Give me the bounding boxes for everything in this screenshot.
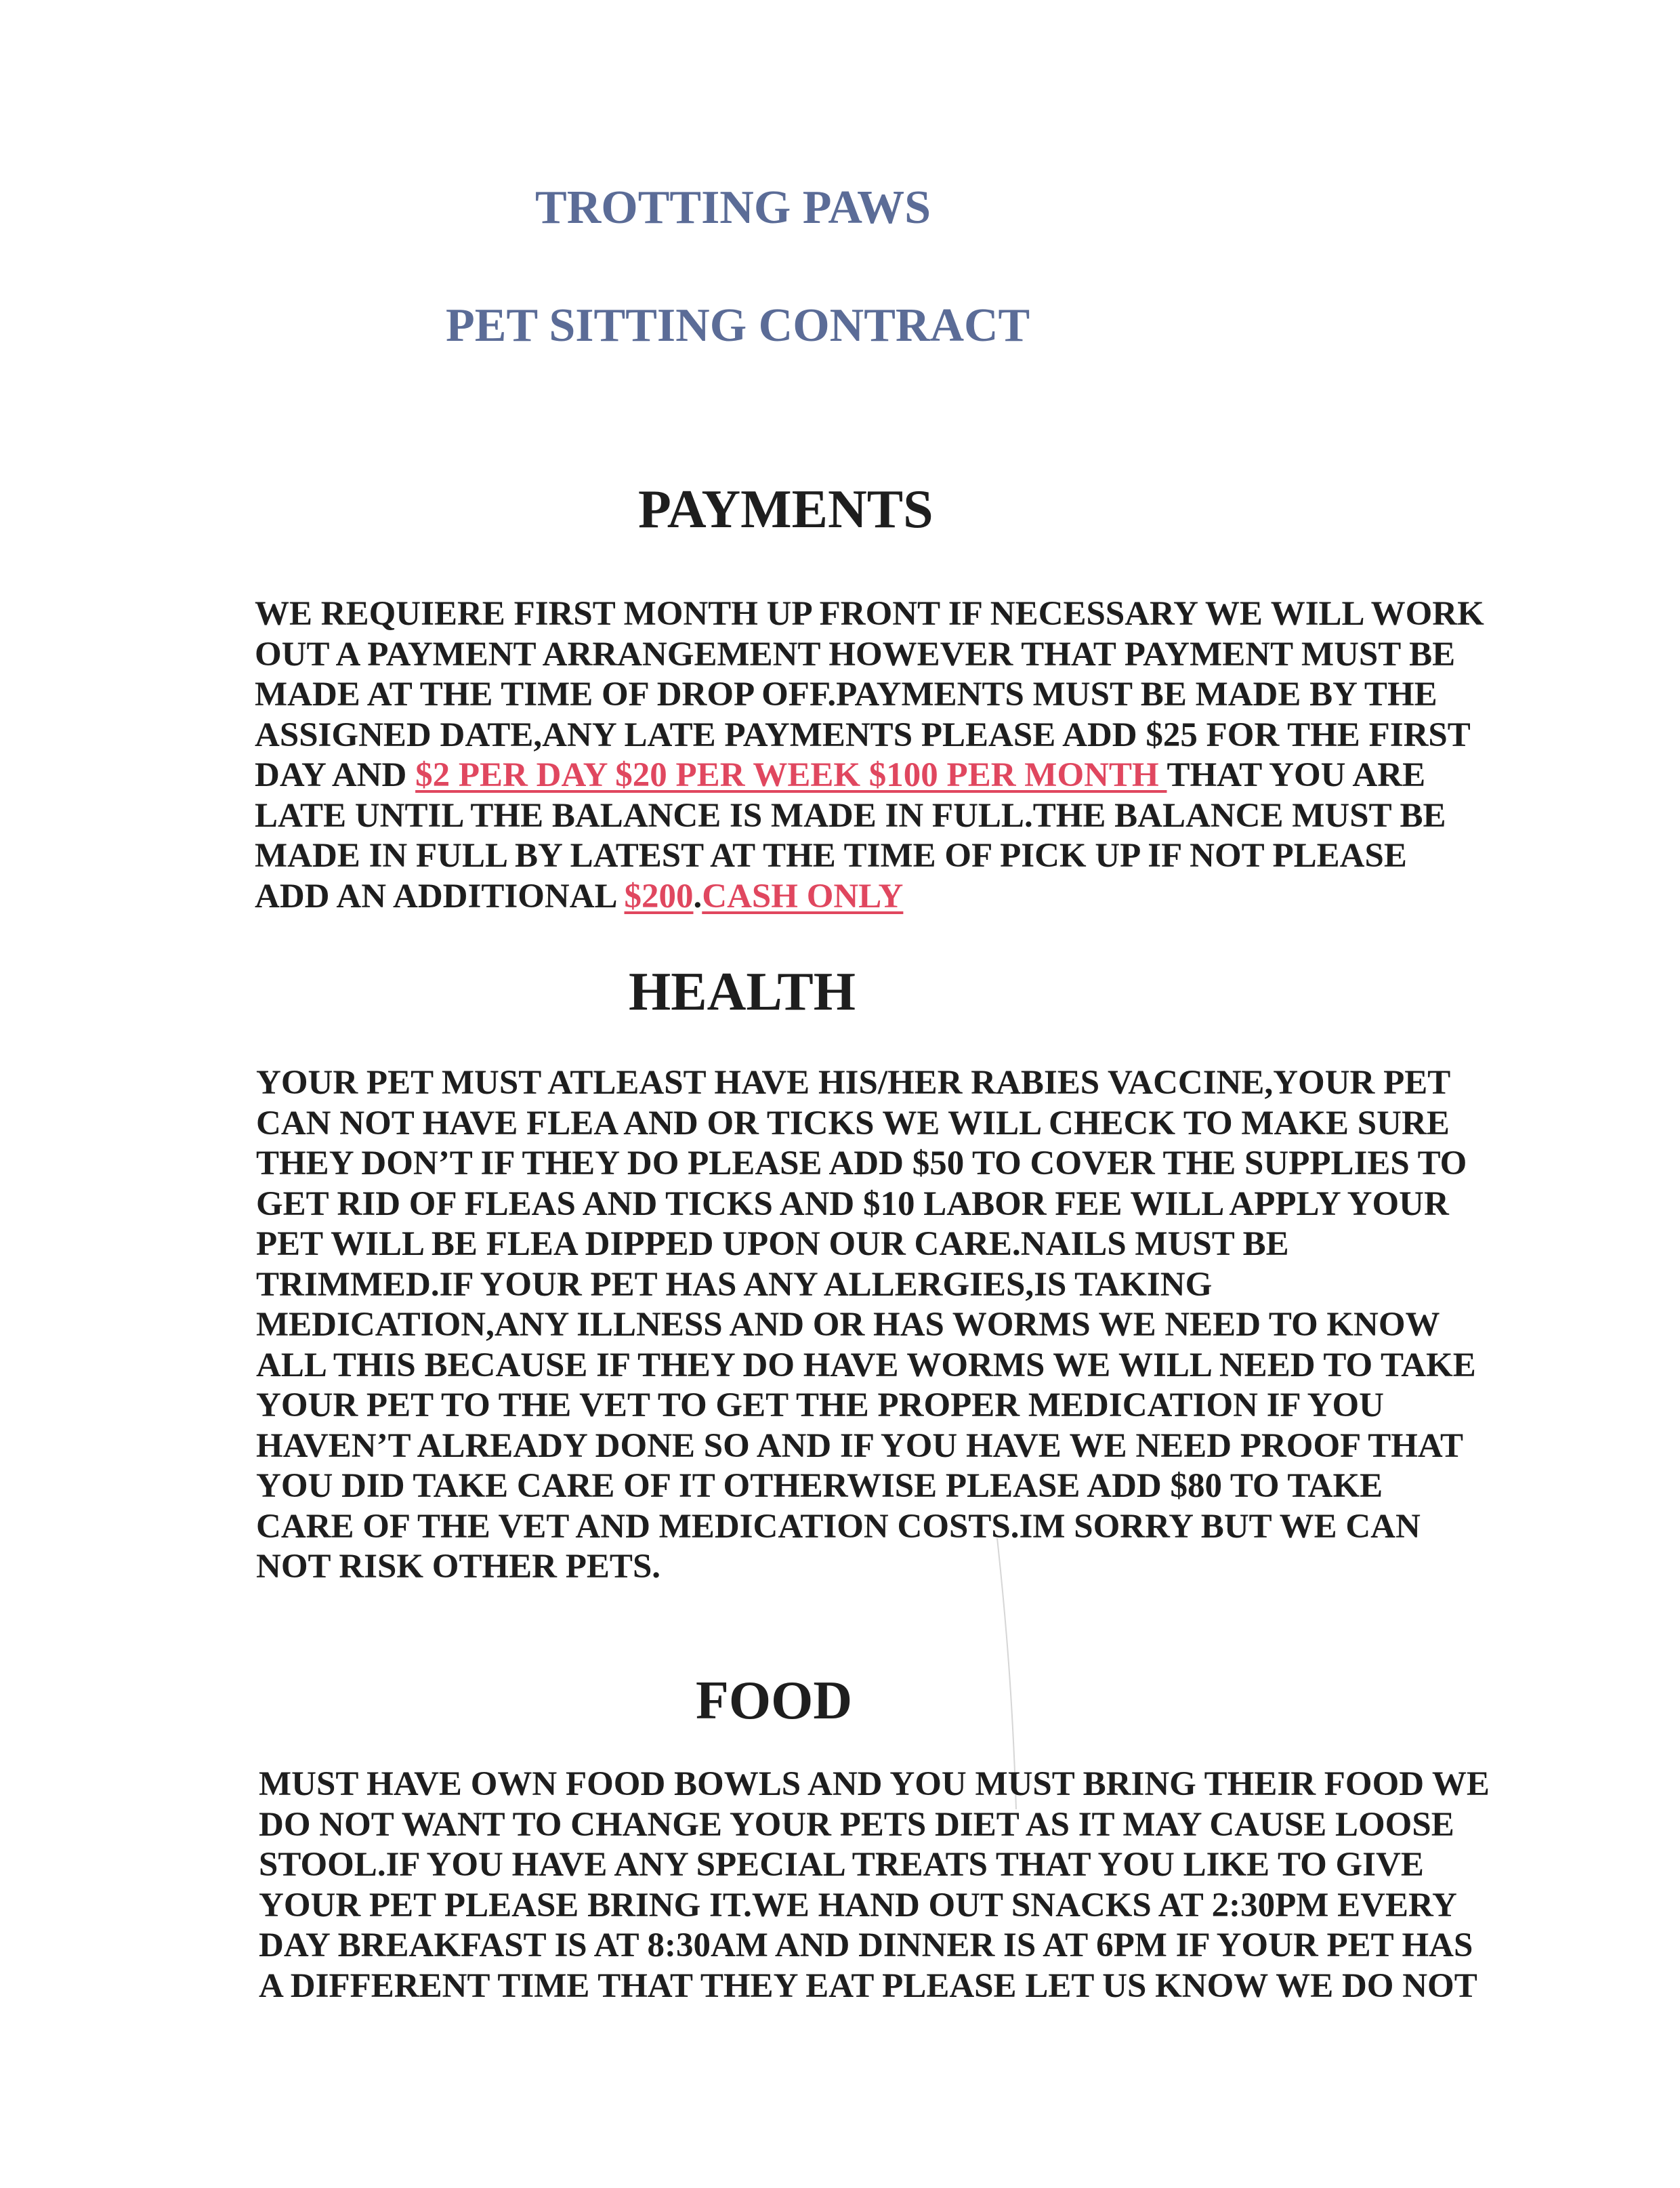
text-line: ASSIGNED DATE,ANY LATE PAYMENTS PLEASE ADD $25 FOR THE FIRST (255, 716, 1471, 754)
document-title: PET SITTING CONTRACT (446, 300, 1030, 352)
text-line: CAN NOT HAVE FLEA AND OR TICKS WE WILL CHECK TO MAKE SURE (256, 1104, 1450, 1142)
cash-only-highlight: CASH ONLY (702, 877, 904, 915)
text-line: MADE IN FULL BY LATEST AT THE TIME OF PICK UP IF NOT PLEASE (255, 837, 1407, 875)
text-line: YOUR PET PLEASE BRING IT.WE HAND OUT SNACKS AT 2:30PM EVERY (259, 1886, 1457, 1924)
text-line: NOT RISK OTHER PETS. (256, 1548, 661, 1586)
food-paragraph (259, 1764, 1490, 2006)
payments-heading: PAYMENTS (638, 480, 933, 539)
text-line: MADE AT THE TIME OF DROP OFF.PAYMENTS MUST BE MADE BY THE (255, 676, 1437, 714)
text-line: LATE UNTIL THE BALANCE IS MADE IN FULL.THE BALANCE MUST BE (255, 796, 1446, 835)
text-line (255, 756, 1484, 796)
text-segment: DAY AND (255, 756, 416, 794)
text-line: YOUR PET TO THE VET TO GET THE PROPER MEDICATION IF YOU (256, 1386, 1384, 1424)
text-line: OUT A PAYMENT ARRANGEMENT HOWEVER THAT PAYMENT MUST BE (255, 635, 1456, 674)
text-segment: . (693, 877, 702, 915)
payments-paragraph (255, 594, 1484, 917)
text-line: A DIFFERENT TIME THAT THEY EAT PLEASE LET US KNOW WE DO NOT (259, 1966, 1477, 2005)
text-line: DAY BREAKFAST IS AT 8:30AM AND DINNER IS AT 6PM IF YOUR PET HAS (259, 1926, 1473, 1964)
text-line: MUST HAVE OWN FOOD BOWLS AND YOU MUST BRING THEIR FOOD WE (259, 1765, 1490, 1803)
company-name: TROTTING PAWS (535, 182, 931, 234)
text-line: GET RID OF FLEAS AND TICKS AND $10 LABOR FEE WILL APPLY YOUR (256, 1184, 1449, 1223)
text-line: THEY DON’T IF THEY DO PLEASE ADD $50 TO COVER THE SUPPLIES TO (256, 1144, 1467, 1182)
additional-fee-highlight: $200 (624, 877, 694, 915)
text-line: DO NOT WANT TO CHANGE YOUR PETS DIET AS IT MAY CAUSE LOOSE (259, 1805, 1454, 1844)
text-line: ALL THIS BECAUSE IF THEY DO HAVE WORMS WE WILL NEED TO TAKE (256, 1346, 1476, 1384)
text-line: CARE OF THE VET AND MEDICATION COSTS.IM SORRY BUT WE CAN (256, 1507, 1421, 1546)
text-line: WE REQUIERE FIRST MONTH UP FRONT IF NECESSARY WE WILL WORK (255, 595, 1484, 633)
food-heading: FOOD (696, 1671, 853, 1731)
health-paragraph (256, 1063, 1476, 1588)
text-segment: THAT YOU ARE (1167, 756, 1426, 794)
text-line: TRIMMED.IF YOUR PET HAS ANY ALLERGIES,IS TAKING (256, 1265, 1213, 1304)
text-line (255, 877, 1484, 917)
late-fee-rates-highlight: $2 PER DAY $20 PER WEEK $100 PER MONTH (415, 756, 1167, 794)
text-line: STOOL.IF YOU HAVE ANY SPECIAL TREATS THAT YOU LIKE TO GIVE (259, 1846, 1424, 1884)
text-line: YOUR PET MUST ATLEAST HAVE HIS/HER RABIES VACCINE,YOUR PET (256, 1064, 1451, 1102)
text-segment: ADD AN ADDITIONAL (255, 877, 625, 915)
text-line: YOU DID TAKE CARE OF IT OTHERWISE PLEASE ADD $80 TO TAKE (256, 1467, 1383, 1505)
text-line: PET WILL BE FLEA DIPPED UPON OUR CARE.NAILS MUST BE (256, 1225, 1289, 1263)
text-line: MEDICATION,ANY ILLNESS AND OR HAS WORMS WE NEED TO KNOW (256, 1306, 1440, 1344)
health-heading: HEALTH (629, 962, 856, 1022)
text-line: HAVEN’T ALREADY DONE SO AND IF YOU HAVE WE NEED PROOF THAT (256, 1426, 1463, 1465)
